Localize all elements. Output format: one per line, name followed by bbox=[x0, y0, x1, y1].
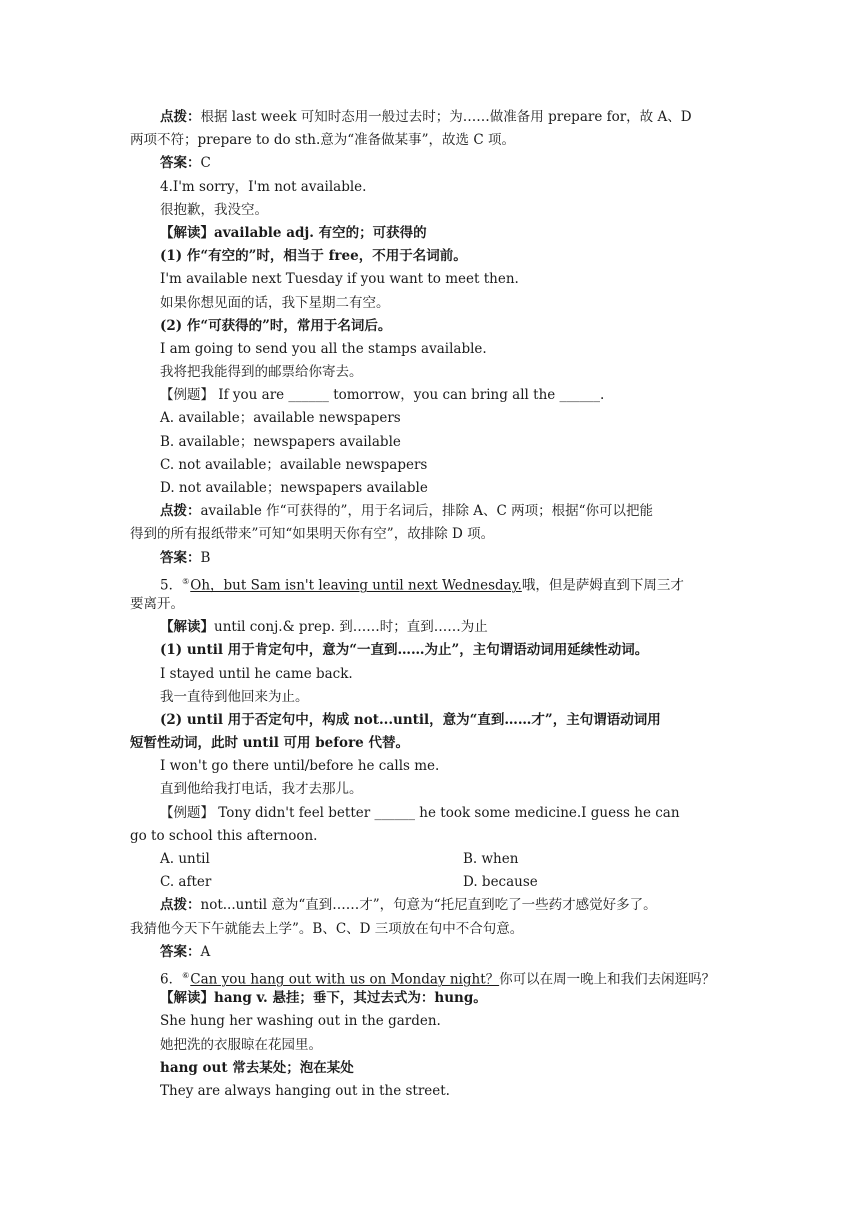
text-line: 要离开。 bbox=[130, 595, 184, 612]
key-sentence: Can you hang out with us on Monday night？ bbox=[190, 971, 500, 988]
example-zh: 直到他给我打电话，我才去那儿。 bbox=[160, 781, 363, 798]
translation: 你可以在周一晚上和我们去闲逛吗？ bbox=[499, 971, 716, 988]
example-en: They are always hanging out in the street. bbox=[160, 1082, 450, 1099]
explanation-line bbox=[130, 106, 735, 129]
translation: 哦，但是萨姆直到下周三才 bbox=[521, 577, 684, 593]
explanation-line bbox=[130, 894, 735, 917]
footnote-marker: ⑥ bbox=[182, 970, 190, 980]
text: until conj.& prep. 到……时；直到……为止 bbox=[214, 619, 488, 636]
option-b: B. available；newspapers available bbox=[160, 433, 401, 450]
item-number: 6． bbox=[160, 971, 183, 988]
usage-point: (1) until 用于肯定句中，意为“一直到……为止”，主句谓语动词用延续性动词。 bbox=[160, 642, 649, 659]
sentence-6 bbox=[130, 964, 735, 987]
analysis-heading: 【解读】hang v. 悬挂；垂下，其过去式为：hung。 bbox=[160, 990, 487, 1007]
usage-point: (2) 作“可获得的”时，常用于名词后。 bbox=[160, 317, 392, 334]
answer-line bbox=[130, 547, 735, 570]
key-sentence: Oh，but Sam isn't leaving until next Wednesday. bbox=[190, 577, 522, 593]
example-zh: 我将把我能得到的邮票给你寄去。 bbox=[160, 364, 363, 381]
option-d: D. not available；newspapers available bbox=[160, 480, 428, 496]
hint-label: 点拨： bbox=[160, 897, 201, 914]
example-zh: 我一直待到他回来为止。 bbox=[160, 688, 309, 705]
hint-label: 点拨： bbox=[160, 503, 201, 520]
text: not...until 意为“直到……才”，句意为“托尼直到吃了一些药才感觉好多了。 bbox=[200, 897, 657, 914]
options-row bbox=[130, 848, 735, 871]
sentence-5 bbox=[130, 570, 735, 593]
usage-point-cont: 短暂性动词，此时 until 可用 before 代替。 bbox=[130, 735, 409, 752]
usage-point: (2) until 用于否定句中，构成 not...until，意为“直到……才”，主句谓语动词用 bbox=[160, 711, 661, 728]
option-d: D. because bbox=[463, 874, 538, 891]
option-c: C. after bbox=[160, 874, 212, 891]
text-line: 两项不符；prepare to do sth.意为“准备做某事”，故选 C 项。 bbox=[130, 132, 515, 149]
explanation-line bbox=[130, 500, 735, 523]
answer-label: 答案： bbox=[160, 155, 201, 172]
answer-label: 答案： bbox=[160, 549, 201, 566]
example-zh: 如果你想见面的话，我下星期二有空。 bbox=[160, 294, 390, 311]
text-line: 得到的所有报纸带来”可知“如果明天你有空”，故排除 D 项。 bbox=[130, 526, 495, 543]
example-zh: 她把洗的衣服晾在花园里。 bbox=[160, 1036, 322, 1053]
example-en: She hung her washing out in the garden. bbox=[160, 1013, 441, 1030]
answer-value: A bbox=[200, 943, 211, 960]
option-c: C. not available；available newspapers bbox=[160, 456, 428, 473]
options-row bbox=[130, 871, 735, 894]
option-a: A. available；available newspapers bbox=[160, 410, 401, 427]
answer-label: 答案： bbox=[160, 943, 201, 960]
usage-point: (1) 作“有空的”时，相当于 free，不用于名词前。 bbox=[160, 248, 467, 265]
answer-value: B bbox=[200, 549, 211, 566]
example-en: I won't go there until/before he calls me. bbox=[160, 758, 440, 775]
example-en: I stayed until he came back. bbox=[160, 665, 353, 682]
usage-point: hang out 常去某处；泡在某处 bbox=[160, 1059, 354, 1076]
sentence-4: 4.I'm sorry，I'm not available. bbox=[160, 178, 367, 195]
answer-line bbox=[130, 941, 735, 964]
text-line: 我猜他今天下午就能去上学”。B、C、D 三项放在句中不合句意。 bbox=[130, 920, 524, 937]
hint-label: 点拨： bbox=[160, 109, 201, 125]
analysis-label: 【解读】 bbox=[160, 619, 214, 636]
option-a: A. until bbox=[160, 851, 210, 867]
document-body bbox=[130, 106, 735, 1103]
exercise-question: 【例题】 If you are ______ tomorrow，you can bring all the ______. bbox=[160, 387, 605, 404]
example-en: I'm available next Tuesday if you want to meet then. bbox=[160, 271, 519, 288]
text-line: 很抱歉，我没空。 bbox=[160, 201, 268, 218]
example-en: I am going to send you all the stamps available. bbox=[160, 340, 487, 357]
text: available 作“可获得的”，用于名词后，排除 A、C 两项；根据“你可以把能 bbox=[200, 503, 654, 520]
analysis-heading: 【解读】available adj. 有空的；可获得的 bbox=[160, 224, 427, 241]
exercise-question-cont: go to school this afternoon. bbox=[130, 827, 318, 844]
item-number: 5． bbox=[160, 577, 183, 593]
exercise-question: 【例题】 Tony didn't feel better ______ he took some medicine.I guess he can bbox=[160, 804, 680, 821]
analysis-heading bbox=[130, 616, 735, 639]
answer-value: C bbox=[200, 155, 211, 172]
footnote-marker: ⑤ bbox=[182, 576, 190, 586]
text: 根据 last week 可知时态用一般过去时；为……做准备用 prepare for，故 A、D bbox=[200, 109, 692, 125]
option-b: B. when bbox=[463, 851, 519, 867]
answer-line bbox=[130, 152, 735, 175]
